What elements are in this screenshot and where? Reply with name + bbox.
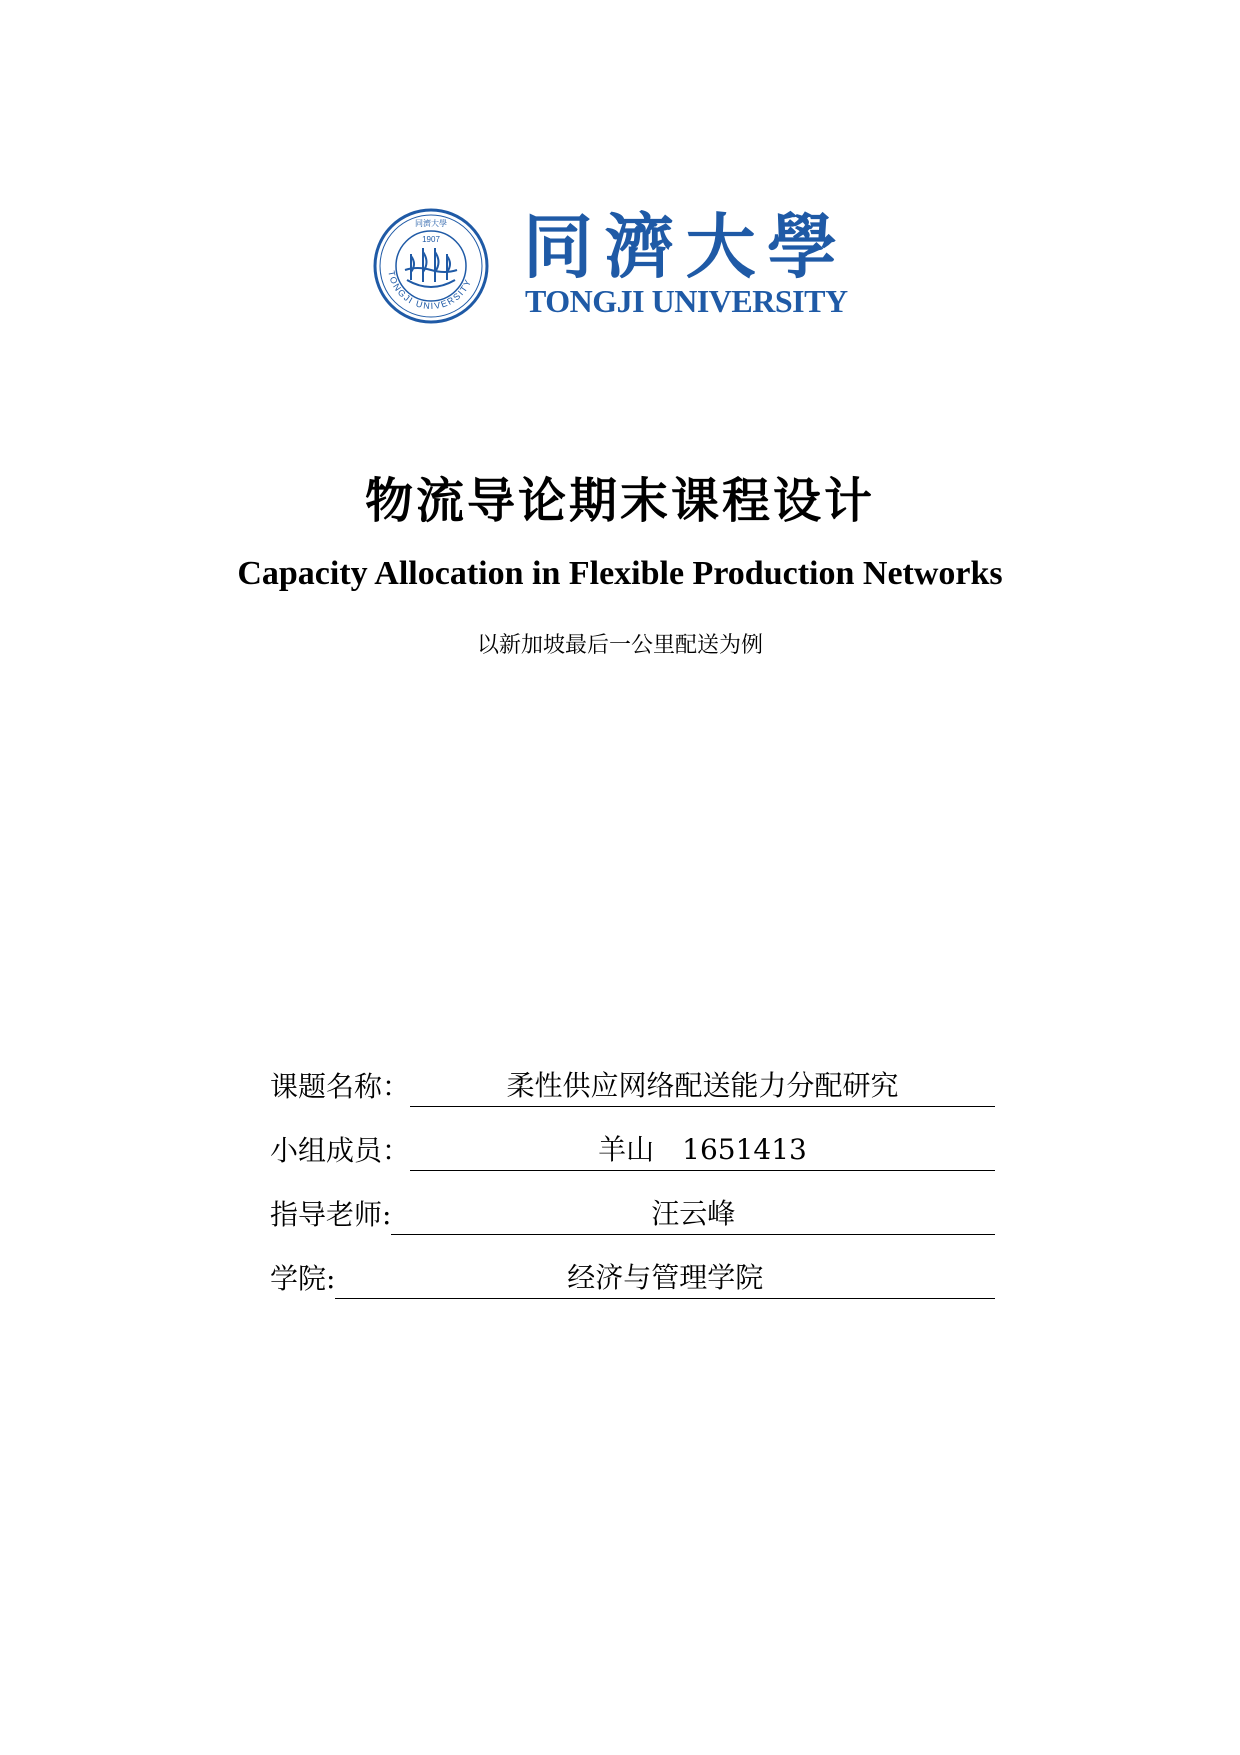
university-name-cn	[523, 205, 853, 285]
info-row-school	[270, 1255, 995, 1299]
ship-emblem-icon	[405, 248, 457, 287]
seal-ring-text: TONGJI UNIVERSITY	[386, 269, 474, 312]
info-row-advisor	[270, 1191, 995, 1235]
svg-text:同濟大學: 同濟大學	[523, 205, 845, 285]
university-seal-icon	[373, 208, 489, 324]
university-logo	[373, 205, 863, 325]
school-label: 学院:	[270, 1262, 336, 1295]
advisor-label: 指导老师:	[270, 1198, 392, 1231]
english-title: Capacity Allocation in Flexible Production Networks	[237, 555, 1003, 592]
seal-inner-text: 同濟大學	[415, 219, 447, 228]
subtitle: 以新加坡最后一公里配送为例	[476, 633, 763, 658]
seal-year: 1907	[422, 235, 440, 244]
info-row-topic	[270, 1063, 995, 1107]
topic-value: 柔性供应网络配送能力分配研究	[410, 1064, 995, 1107]
page-title: 物流导论期末课程设计	[364, 473, 875, 529]
school-value: 经济与管理学院	[335, 1256, 995, 1299]
advisor-value: 汪云峰	[391, 1192, 995, 1235]
university-name-en: TONGJI UNIVERSITY	[525, 283, 848, 319]
members-value: 羊山 1651413	[410, 1128, 995, 1171]
topic-label: 课题名称：	[270, 1070, 411, 1103]
info-row-members	[270, 1127, 995, 1171]
members-label: 小组成员：	[270, 1134, 411, 1167]
